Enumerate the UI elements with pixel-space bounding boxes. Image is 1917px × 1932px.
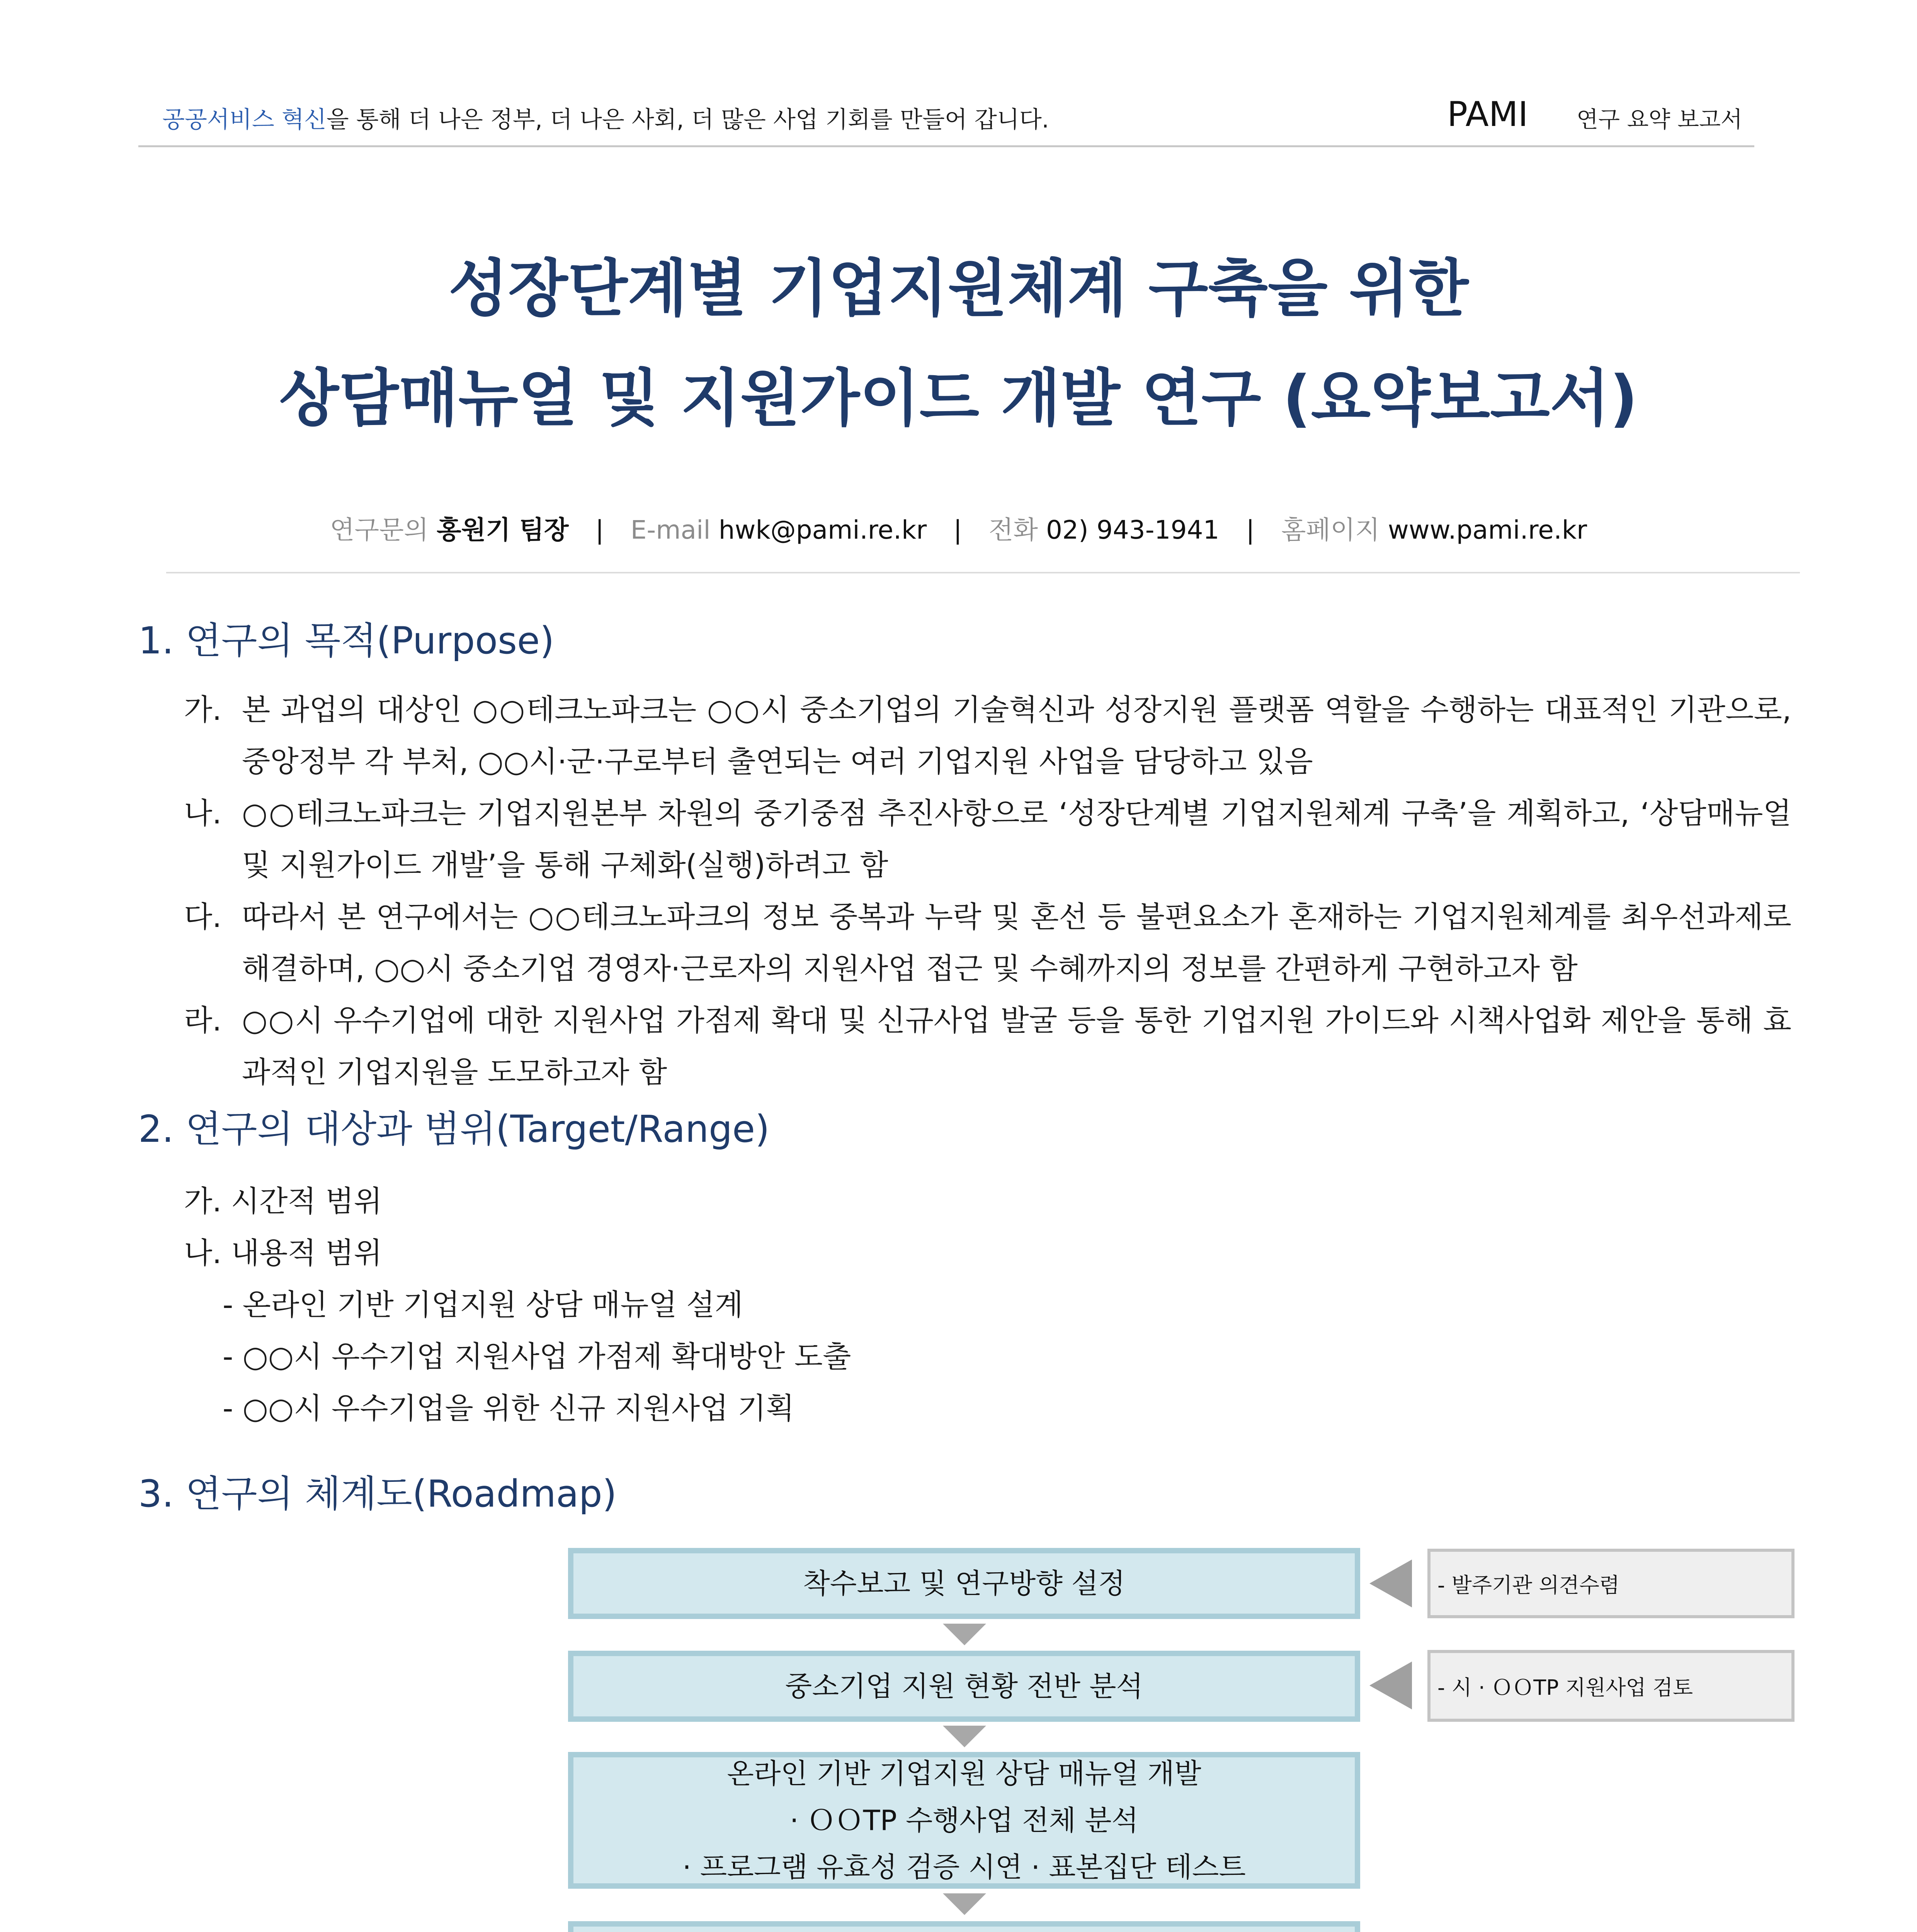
roadmap-note: - 시 · ＯＯTP 지원사업 검토 (1427, 1650, 1795, 1722)
step-line: · ＯＯTP 수행사업 전체 분석 (789, 1804, 1139, 1837)
scope-item-time: 가. 시간적 범위 (184, 1184, 382, 1218)
triangle-down-icon (943, 1624, 986, 1645)
contact-separator: | (1246, 515, 1255, 545)
item-marker: 라. (184, 1003, 222, 1037)
email-value[interactable]: hwk@pami.re.kr (718, 515, 927, 545)
item-text: ○○테크노파크는 기업지원본부 차원의 중기중점 추진사항으로 ‘성장단계별 기업지원체계 구축’을 계획하고, ‘상담매뉴얼 및 지원가이드 개발’을 통해 구체화(실행)하려고 함 (242, 796, 1791, 882)
homepage-value[interactable]: www.pami.re.kr (1388, 515, 1587, 545)
title-line-2: 상담매뉴얼 및 지원가이드 개발 연구 (요약보고서) (279, 362, 1638, 434)
roadmap-step (568, 1548, 1360, 1619)
triangle-left-icon (1369, 1560, 1412, 1607)
step-line: 온라인 기반 기업지원 상담 매뉴얼 개발 (727, 1757, 1201, 1790)
title-line-1: 성장단계별 기업지원체계 구축을 위한 (448, 252, 1469, 325)
section-heading-target: 2. 연구의 대상과 범위(Target/Range) (138, 1107, 770, 1151)
scope-item-content: 나. 내용적 범위 (184, 1236, 382, 1270)
contact-divider (166, 572, 1800, 573)
phone-value: 02) 943-1941 (1046, 515, 1220, 545)
step-line: · 프로그램 유효성 검증 시연 · 표본집단 테스트 (682, 1850, 1246, 1883)
step-line (672, 1925, 1256, 1932)
item-text: ○○시 우수기업에 대한 지원사업 가점제 확대 및 신규사업 발굴 등을 통한 기업지원 가이드와 시책사업화 제안을 통해 효과적인 기업지원을 도모하고자 함 (242, 1003, 1791, 1089)
item-text: 본 과업의 대상인 ○○테크노파크는 ○○시 중소기업의 기술혁신과 성장지원 플랫폼 역할을 수행하는 대표적인 기관으로, 중앙정부 각 부처, ○○시·군·구로부터 출연되는 여러 기업지원 사업을 담당하고 있음 (242, 692, 1791, 779)
scope-dash-item: - 온라인 기반 기업지원 상담 매뉴얼 설계 (223, 1287, 743, 1322)
email-label: E-mail (630, 515, 711, 545)
roadmap-step (568, 1921, 1360, 1932)
contact-bar (0, 509, 1917, 546)
roadmap-note: - 발주기관 의견수렴 (1427, 1549, 1795, 1618)
item-marker: 나. (184, 796, 222, 830)
tagline-rest: 을 통해 더 나은 정부, 더 나은 사회, 더 많은 사업 기회를 만들어 갑니다. (326, 106, 1049, 133)
inquiry-label: 연구문의 (330, 515, 429, 545)
header-divider (138, 145, 1754, 147)
phone-label: 전화 (988, 515, 1038, 545)
homepage-label: 홈페이지 (1281, 515, 1380, 545)
item-text: 따라서 본 연구에서는 ○○테크노파크의 정보 중복과 누락 및 혼선 등 불편요소가 혼재하는 기업지원체계를 최우선과제로 해결하며, ○○시 중소기업 경영자·근로자의 지원사업 접근 및 수혜까지의 정보를 간편하게 구현하고자 함 (242, 900, 1791, 986)
purpose-item (184, 995, 1791, 1098)
step-line: 착수보고 및 연구방향 설정 (803, 1567, 1125, 1600)
roadmap-step (568, 1752, 1360, 1889)
header-brand: PAMI (1447, 94, 1528, 134)
contact-separator: | (953, 515, 962, 545)
scope-dash-item: - ○○시 우수기업 지원사업 가점제 확대방안 도출 (223, 1339, 851, 1374)
roadmap-step (568, 1651, 1360, 1722)
step-line: 중소기업 지원 현황 전반 분석 (785, 1670, 1143, 1702)
item-marker: 다. (184, 900, 222, 934)
item-marker: 가. (184, 692, 222, 727)
header-tagline (162, 101, 1049, 134)
scope-dash-item: - ○○시 우수기업을 위한 신규 지원사업 기획 (223, 1391, 794, 1425)
section-heading-roadmap: 3. 연구의 체계도(Roadmap) (138, 1472, 617, 1515)
triangle-down-icon (943, 1893, 986, 1915)
section-heading-purpose: 1. 연구의 목적(Purpose) (138, 619, 555, 662)
tagline-highlight: 공공서비스 혁신 (162, 106, 327, 133)
contact-separator: | (595, 515, 604, 545)
purpose-item (184, 787, 1791, 891)
purpose-item (184, 684, 1791, 787)
header-report-type: 연구 요약 보고서 (1577, 106, 1743, 133)
triangle-down-icon (943, 1726, 986, 1747)
purpose-item (184, 891, 1791, 995)
inquiry-value: 홍원기 팀장 (436, 515, 569, 545)
triangle-left-icon (1369, 1662, 1412, 1709)
